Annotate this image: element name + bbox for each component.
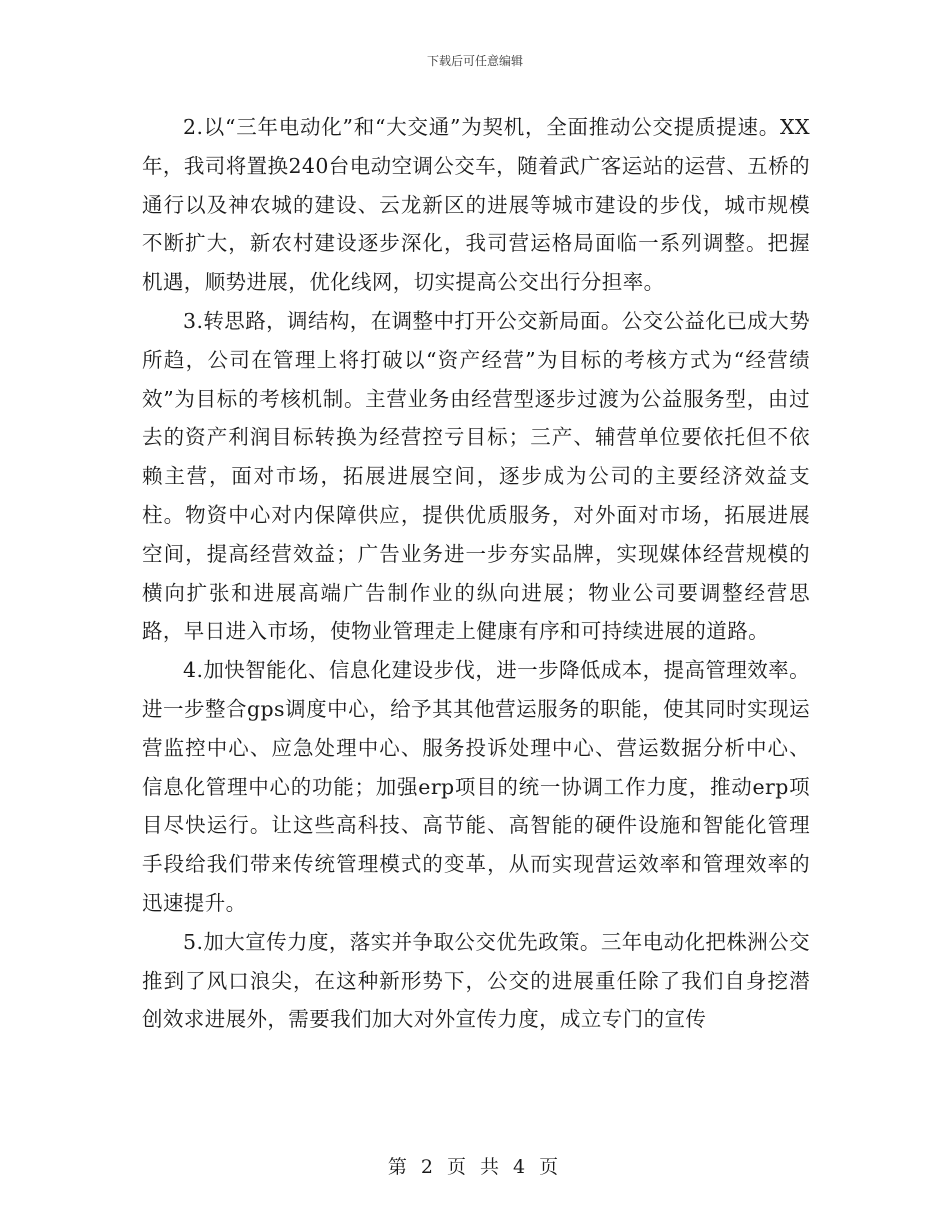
page-number-footer: 第 2 页 共 4 页 <box>387 1156 563 1178</box>
paragraph-2: 2.以“三年电动化”和“大交通”为契机，全面推动公交提质提速。XX年，我司将置换240台电动空调公交车，随着武广客运站的运营、五桥的通行以及神农城的建设、云龙新区的进展等城市建设的步伐，城市规模不断扩大，新农村建设逐步深化，我司营运格局面临一系列调整。把握机遇，顺势进展，优化线网，切实提高公交出行分担率。 <box>142 115 810 295</box>
paragraph-5: 5.加大宣传力度，落实并争取公交优先政策。三年电动化把株洲公交推到了风口浪尖，在这种新形势下，公交的进展重任除了我们自身挖潜创效求进展外，需要我们加大对外宣传力度，成立专门的宣传 <box>142 929 810 1032</box>
header-note: 下载后可任意编辑 <box>426 54 523 68</box>
paragraph-4: 4.加快智能化、信息化建设步伐，进一步降低成本，提高管理效率。进一步整合gps调度中心，给予其其他营运服务的职能，使其同时实现运营监控中心、应急处理中心、服务投诉处理中心、营运数据分析中心、信息化管理中心的功能；加强erp项目的统一协调工作力度，推动erp项目尽快运行。让这些高科技、高节能、高智能的硬件设施和智能化管理手段给我们带来传统管理模式的变革，从而实现营运效率和管理效率的迅速提升。 <box>142 658 810 915</box>
paragraph-3: 3.转思路，调结构，在调整中打开公交新局面。公交公益化已成大势所趋，公司在管理上将打破以“资产经营”为目标的考核方式为“经营绩效”为目标的考核机制。主营业务由经营型逐步过渡为公益服务型，由过去的资产利润目标转换为经营控亏目标；三产、辅营单位要依托但不依赖主营，面对市场，拓展进展空间，逐步成为公司的主要经济效益支柱。物资中心对内保障供应，提供优质服务，对外面对市场，拓展进展空间，提高经营效益；广告业务进一步夯实品牌，实现媒体经营规模的横向扩张和进展高端广告制作业的纵向进展；物业公司要调整经营思路，早日进入市场，使物业管理走上健康有序和可持续进展的道路。 <box>142 308 810 644</box>
document-body <box>142 108 810 1039</box>
